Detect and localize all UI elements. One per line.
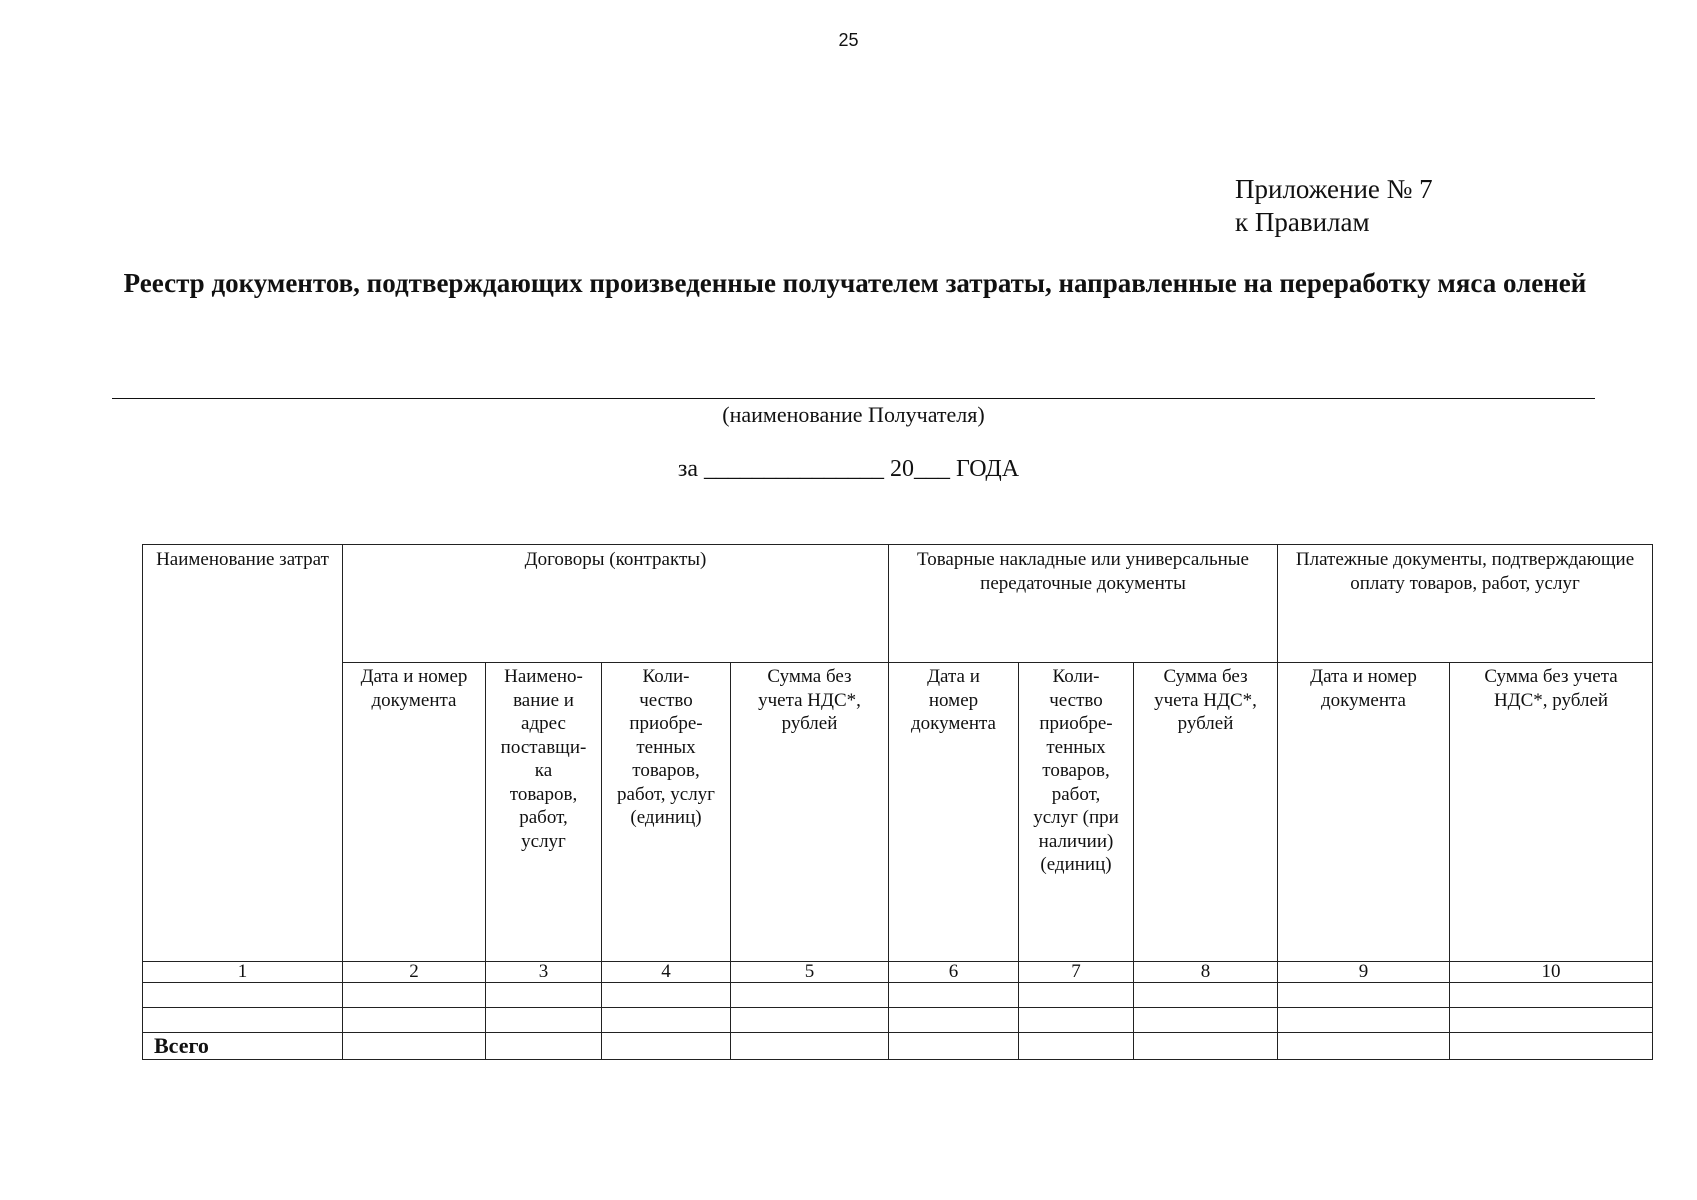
header-row-groups [143, 545, 1653, 663]
column-number-row [143, 962, 1653, 983]
table-row [143, 983, 1653, 1008]
column-number-cell: 1 [143, 962, 343, 983]
column-number-cell: 4 [602, 962, 731, 983]
column-number-cell: 7 [1019, 962, 1134, 983]
subheader-payment-date-number: Дата и номер документа [1278, 663, 1450, 962]
header-cost-name: Наименование затрат [143, 545, 343, 962]
register-table [142, 544, 1653, 1060]
subheader-invoice-quantity: Коли- чество приобре- тенных товаров, работ, услуг (при наличии) (единиц) [1019, 663, 1134, 962]
period-line: за _______________ 20___ ГОДА [677, 456, 1020, 482]
document-title: Реестр документов, подтверждающих произведенные получателем затраты, направленные на переработку мяса оленей [123, 268, 1587, 298]
appendix-number: Приложение № 7 [1235, 174, 1433, 204]
total-row [143, 1033, 1653, 1060]
appendix-reference [1235, 173, 1433, 239]
recipient-caption: (наименование Получателя) [722, 402, 985, 427]
column-number-cell: 6 [889, 962, 1019, 983]
subheader-contract-sum: Сумма без учета НДС*, рублей [731, 663, 889, 962]
total-label: Всего [143, 1033, 343, 1060]
column-number-cell: 3 [486, 962, 602, 983]
subheader-invoice-sum: Сумма без учета НДС*, рублей [1134, 663, 1278, 962]
page-number: 25 [838, 30, 859, 50]
subheader-invoice-date-number: Дата и номер документа [889, 663, 1019, 962]
recipient-name-line [112, 398, 1595, 399]
subheader-contract-date-number: Дата и номер документа [343, 663, 486, 962]
table-row [143, 1008, 1653, 1033]
column-number-cell: 5 [731, 962, 889, 983]
column-number-cell: 2 [343, 962, 486, 983]
header-row-subcolumns [143, 663, 1653, 962]
appendix-rules-ref: к Правилам [1235, 207, 1370, 237]
column-number-cell: 8 [1134, 962, 1278, 983]
subheader-supplier-name-address: Наимено- вание и адрес поставщи- ка товаров, работ, услуг [486, 663, 602, 962]
column-number-cell: 9 [1278, 962, 1450, 983]
column-number-cell: 10 [1450, 962, 1653, 983]
header-contracts: Договоры (контракты) [343, 545, 889, 663]
subheader-contract-quantity: Коли- чество приобре- тенных товаров, работ, услуг (единиц) [602, 663, 731, 962]
header-payments: Платежные документы, подтверждающие оплату товаров, работ, услуг [1278, 545, 1653, 663]
subheader-payment-sum: Сумма без учета НДС*, рублей [1450, 663, 1653, 962]
header-invoices: Товарные накладные или универсальные передаточные документы [889, 545, 1278, 663]
